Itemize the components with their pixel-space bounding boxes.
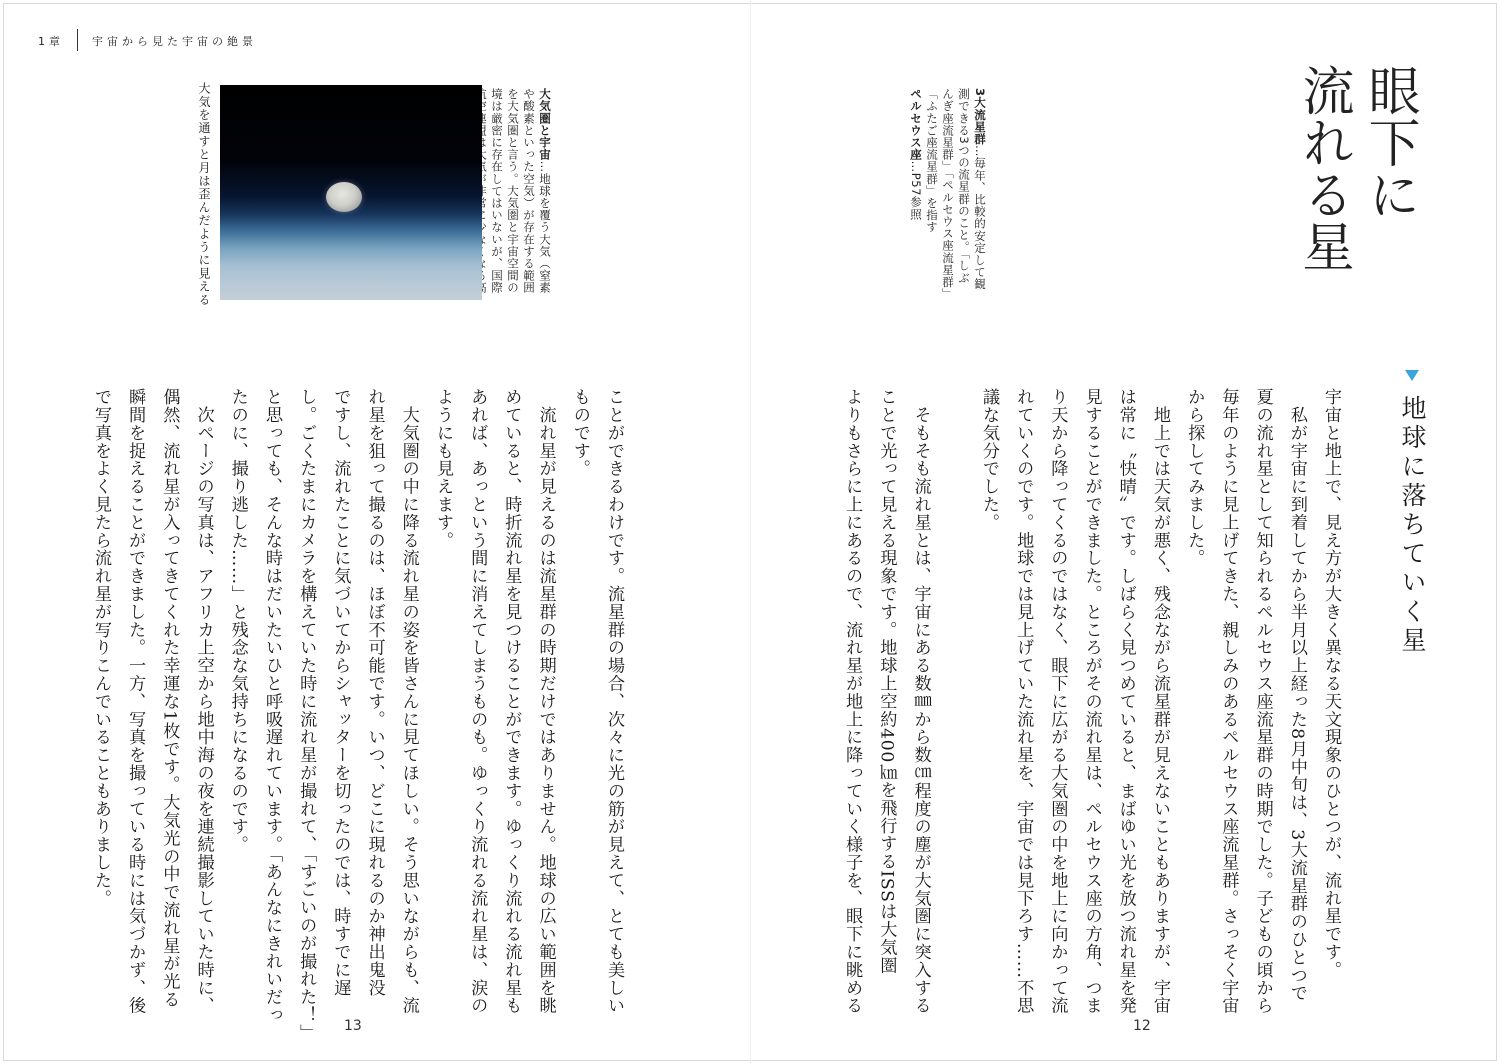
body-text-right-page: 宇宙と地上で、見え方が大きく異なる天文現象のひとつが、流れ星です。 私が宇宙に到着してから半月以上経った8月中旬は、3大流星群のひとつで 夏の流れ星として知られるペルセウス座流星群の時期でした。子どもの頃から 毎年のように見上げてきた、親しみのあるペルセウス座流星群。さっそく宇宙 から探してみました。 地上では天気が悪く、残念ながら流星群が見えないこともありますが、宇宙 は常に〝快晴〟です。しばらく見つめていると、まばゆい光を放つ流れ星を発 見することができました。ところがその流れ星は、ペルセウス座の方角、つま り天から降ってくるのではなく、眼下に広がる大気圏の中を地上に向かって流 れていくのです。地球では見上げていた流れ星を、宇宙では見下ろす……不思 議な気分でした。 そもそも流れ星とは、宇宙にある数㎜から数㎝程度の塵が大気圏に突入する ことで光って見える現象です。地球上空約400㎞を飛行するISSは大気圏 よりもさらに上にあるので、流れ星が地上に降っていく様子を、眼下に眺める	[842, 388, 1341, 1015]
page-number-right: 12	[1133, 1018, 1151, 1034]
photo-caption: 大気を通すと月は歪んだように見える	[197, 82, 211, 307]
note-term-3-meteor-showers: 3大流星群	[973, 88, 987, 146]
note-text-atmosphere: …地球を覆う大気（窒素 や酸素といった空気）が存在する範囲 を大気圏と言う。大気圏と宇宙空間の 境は厳密に存在してはいないが、国際	[490, 88, 552, 294]
section-triangle-icon	[1405, 370, 1419, 381]
gutter	[750, 0, 751, 1064]
chapter-title: 宇宙から見た宇宙の絶景	[92, 35, 257, 48]
body-text-left-page: ことができるわけです。流星群の場合、次々に光の筋が見えて、とても美しい ものです。 流れ星が見えるのは流星群の時期だけではありません。地球の広い範囲を眺 めていると、時折流れ星を見つけることができます。ゆっくり流れる流れ星も あれば、あっという間に消えてしまうものも。ゆっくり流れる流れ星は、涙の ようにも見えます。 大気圏の中に降る流れ星の姿を皆さんに見てほしい。そう思いながらも、流 れ星を狙って撮るのは、ほぼ不可能です。いつ、どこに現れるのか神出鬼没 ですし、流れたことに気づいてからシャッターを切ったのでは、時すでに遅 し。ごくたまにカメラを構えていた時に流れ星が撮れて、「すごいのが撮れた！」 と思っても、そんな時はだいたいひと呼吸遅れています。「あんなにきれいだっ たのに、撮り逃した……」と残念な気持ちになるのです。 次ページの写真は、アフリカ上空から地中海の夜を連続撮影していた時に、 偶然、流れ星が入ってきてくれた幸運な1枚です。大気光の中で流れ星が光る 瞬間を捉えることができました。一方、写真を撮っている時には気づかず、後 で写真をよく見たら流れ星が写りこんでいることもありました。	[90, 388, 624, 1042]
section-heading: 地球に落ちていく星	[1398, 395, 1427, 656]
note-term-atmosphere: 大気圏と宇宙	[538, 88, 552, 161]
header-divider	[77, 29, 78, 51]
note-text-perseus: …P57参照	[909, 160, 923, 221]
note-text-3-meteor-showers: …毎年、比較的安定して観 測できる3つの流星群のこと。「しぶ んぎ座流星群」「ペルセウス座流星群」 「ふたご座流星群」を指す	[925, 88, 987, 301]
note-term-perseus: ペルセウス座	[909, 88, 923, 161]
moon-through-atmosphere-photo	[220, 85, 482, 300]
page-number-left: 13	[344, 1018, 362, 1034]
moon-image	[326, 182, 362, 212]
side-notes-right	[908, 88, 988, 348]
chapter-label: 1章	[38, 35, 64, 48]
page-title: 眼下に 流れる星	[1293, 64, 1419, 272]
